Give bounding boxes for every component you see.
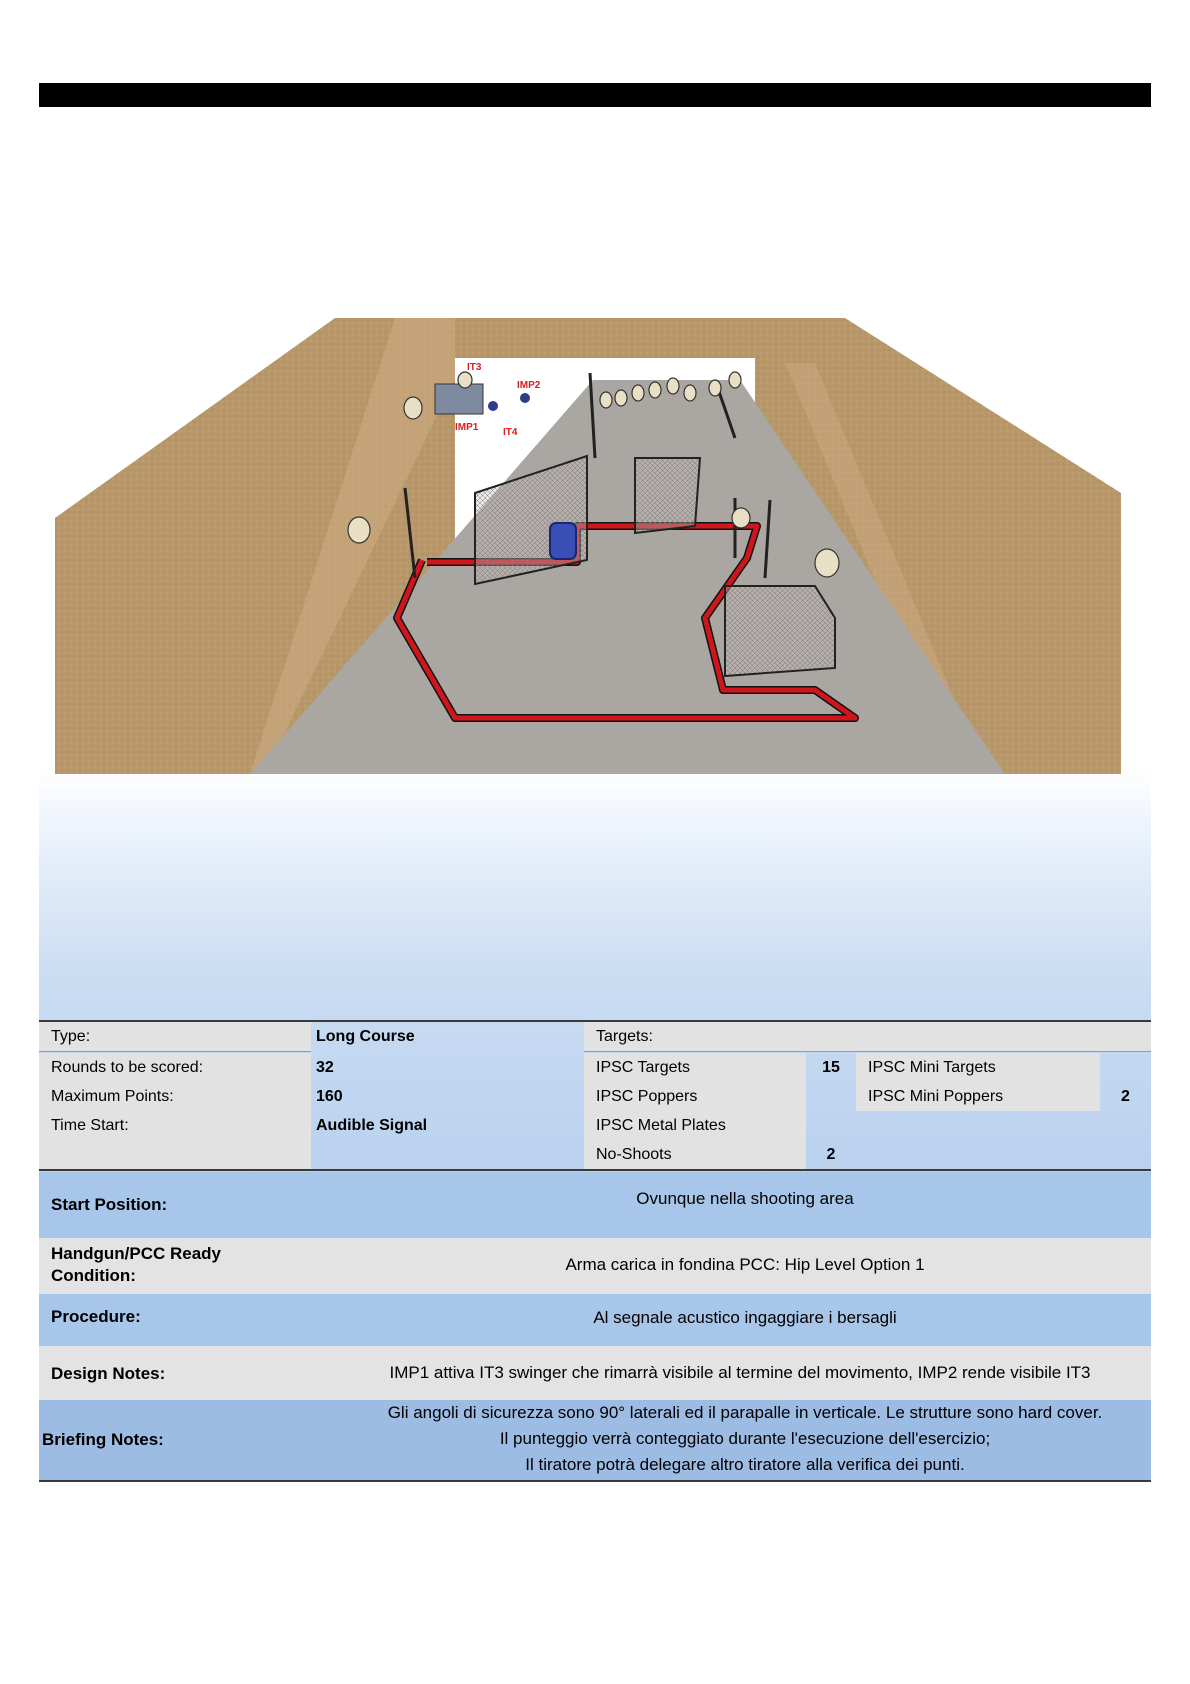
ipsc-targets-value: 15 bbox=[822, 1059, 840, 1076]
design-notes-value: IMP1 attiva IT3 swinger che rimarrà visibile al termine del movimento, IMP2 rende visibile IT3 bbox=[389, 1363, 1091, 1382]
type-value: Long Course bbox=[316, 1028, 415, 1045]
design-notes-label: Design Notes: bbox=[51, 1364, 166, 1383]
ipsc-poppers-value bbox=[806, 1082, 856, 1111]
ipsc-mini-targets-label: IPSC Mini Targets bbox=[856, 1053, 1100, 1082]
ipsc-mini-targets-value bbox=[1100, 1053, 1151, 1082]
procedure-value: Al segnale acustico ingaggiare i bersagli bbox=[593, 1308, 897, 1327]
briefing-notes-line-3: Il tiratore potrà delegare altro tiratore alla verifica dei punti. bbox=[525, 1455, 965, 1474]
ready-condition-label-1: Handgun/PCC Ready bbox=[51, 1244, 222, 1263]
label-imp2: IMP2 bbox=[517, 380, 541, 391]
briefing-notes-line-1: Gli angoli di sicurezza sono 90° laterali ed il parapalle in verticale. Le strutture sono hard cover. bbox=[387, 1403, 1103, 1422]
briefing-notes-line-2: Il punteggio verrà conteggiato durante l'esecuzione dell'esercizio; bbox=[499, 1429, 991, 1448]
start-position-value: Ovunque nella shooting area bbox=[636, 1189, 854, 1208]
grid-bottom-line bbox=[39, 1169, 1151, 1171]
no-shoots-label: No-Shoots bbox=[584, 1140, 806, 1169]
targets-label: Targets: bbox=[584, 1022, 1151, 1051]
max-points-label: Maximum Points: bbox=[39, 1082, 311, 1111]
header-bar bbox=[39, 83, 1151, 107]
fence-right bbox=[635, 458, 700, 533]
label-it4: IT4 bbox=[503, 427, 518, 438]
rounds-value: 32 bbox=[316, 1059, 334, 1076]
rounds-label: Rounds to be scored: bbox=[39, 1053, 311, 1082]
ipsc-mini-poppers-value: 2 bbox=[1121, 1088, 1130, 1105]
stage-illustration bbox=[55, 318, 1121, 774]
swinger-panel bbox=[435, 384, 483, 414]
max-points-value: 160 bbox=[316, 1088, 343, 1105]
ipsc-metal-plates-label: IPSC Metal Plates bbox=[584, 1111, 806, 1140]
design-notes-row bbox=[39, 1346, 1151, 1400]
ready-condition-value: Arma carica in fondina PCC: Hip Level Option 1 bbox=[565, 1255, 925, 1274]
procedure-label: Procedure: bbox=[51, 1307, 141, 1326]
fence-box bbox=[725, 586, 835, 676]
ipsc-mini-poppers-label: IPSC Mini Poppers bbox=[856, 1082, 1100, 1111]
popper-imp2 bbox=[520, 393, 530, 403]
ipsc-metal-plates-value bbox=[806, 1111, 856, 1140]
start-position-row bbox=[39, 1172, 1151, 1238]
label-imp1: IMP1 bbox=[455, 422, 479, 433]
bottom-rule bbox=[39, 1480, 1151, 1482]
time-start-label: Time Start: bbox=[39, 1111, 311, 1140]
procedure-row bbox=[39, 1294, 1151, 1346]
briefing-notes-row bbox=[39, 1400, 1151, 1480]
label-it3: IT3 bbox=[467, 362, 482, 373]
ready-condition-row bbox=[39, 1238, 1151, 1294]
empty-left-cell bbox=[39, 1140, 311, 1169]
start-position-label: Start Position: bbox=[51, 1195, 168, 1214]
ipsc-poppers-label: IPSC Poppers bbox=[584, 1082, 806, 1111]
no-shoots-value: 2 bbox=[826, 1146, 836, 1163]
time-start-value: Audible Signal bbox=[316, 1117, 428, 1134]
briefing-notes-label: Briefing Notes: bbox=[42, 1430, 164, 1449]
popper-imp1 bbox=[488, 401, 498, 411]
ipsc-targets-label: IPSC Targets bbox=[584, 1053, 806, 1082]
type-label: Type: bbox=[39, 1022, 311, 1051]
barrel bbox=[550, 523, 576, 559]
ready-condition-label-2: Condition: bbox=[51, 1266, 136, 1285]
